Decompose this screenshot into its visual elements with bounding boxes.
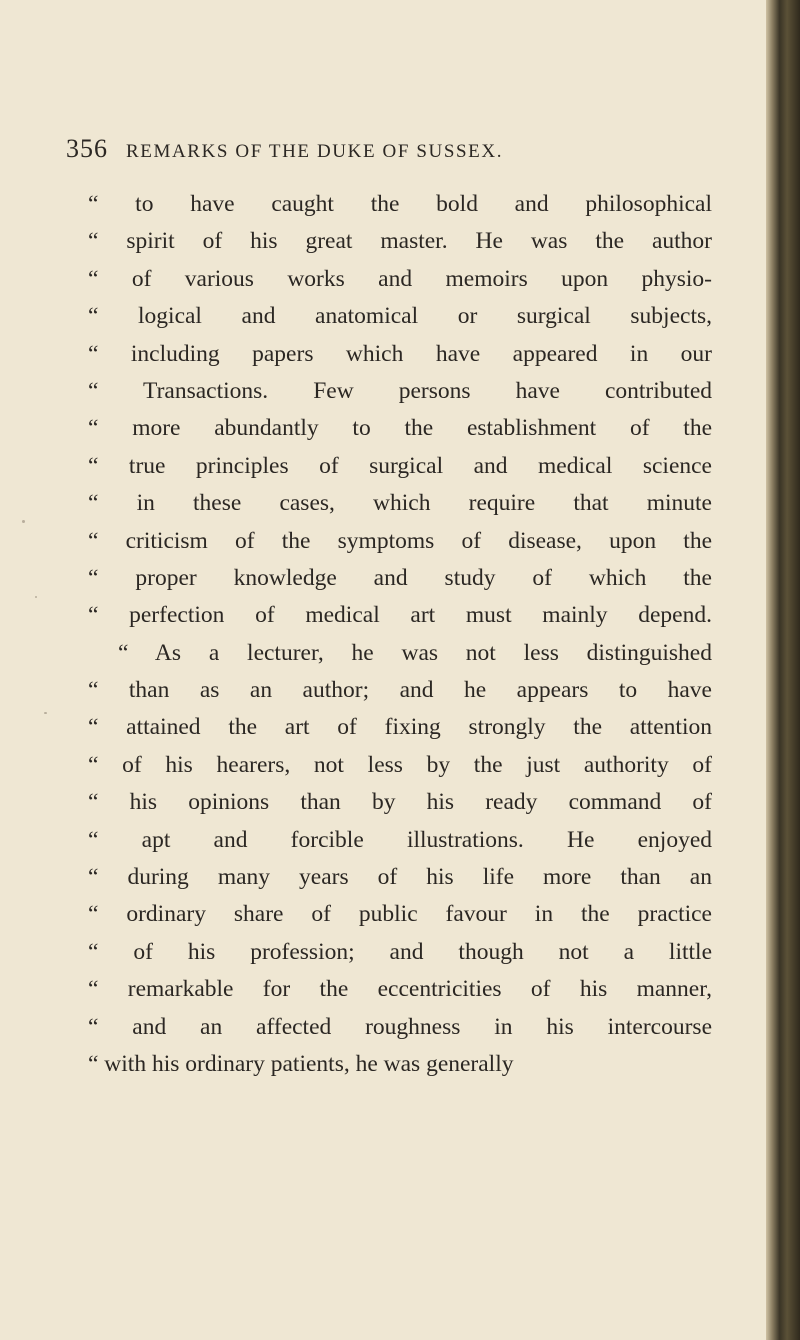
text-line: “ during many years of his life more than an bbox=[88, 864, 712, 891]
body-text bbox=[88, 186, 712, 1083]
text-line: “ remarkable for the eccentricities of his manner, bbox=[88, 976, 712, 1003]
text-line: “ logical and anatomical or surgical subjects, bbox=[88, 303, 712, 330]
page-binding-edge bbox=[766, 0, 800, 1340]
text-line: “ of his profession; and though not a little bbox=[88, 938, 712, 965]
running-title: REMARKS OF THE DUKE OF SUSSEX. bbox=[126, 141, 504, 162]
text-line: “ including papers which have appeared in our bbox=[88, 340, 712, 367]
text-line: “ than as an author; and he appears to have bbox=[88, 677, 712, 704]
text-line: “ apt and forcible illustrations. He enjoyed bbox=[88, 826, 712, 853]
text-line: “ attained the art of fixing strongly the attention bbox=[88, 714, 712, 741]
text-line: “ As a lecturer, he was not less distinguished bbox=[118, 639, 712, 666]
text-line: “ perfection of medical art must mainly depend. bbox=[88, 602, 712, 629]
text-line: “ proper knowledge and study of which the bbox=[88, 564, 712, 591]
text-line: “ more abundantly to the establishment of the bbox=[88, 415, 712, 442]
paper-speck bbox=[35, 596, 37, 598]
text-line: “ of various works and memoirs upon physio- bbox=[88, 265, 712, 292]
text-line: “ of his hearers, not less by the just authority of bbox=[88, 751, 712, 778]
text-line: “ and an affected roughness in his intercourse bbox=[88, 1013, 712, 1040]
text-line: “ with his ordinary patients, he was generally bbox=[88, 1050, 514, 1077]
text-line: “ true principles of surgical and medical science bbox=[88, 452, 712, 479]
text-line: “ Transactions. Few persons have contributed bbox=[88, 377, 712, 404]
paper-speck bbox=[22, 520, 25, 523]
text-line: “ ordinary share of public favour in the practice bbox=[88, 901, 712, 928]
text-line: “ to have caught the bold and philosophical bbox=[88, 191, 712, 217]
text-line: “ spirit of his great master. He was the author bbox=[88, 228, 712, 255]
page-number: 356 bbox=[66, 134, 108, 163]
text-line: “ his opinions than by his ready command of bbox=[88, 789, 712, 816]
text-line: “ in these cases, which require that minute bbox=[88, 490, 712, 517]
page-header bbox=[66, 134, 503, 170]
text-line: “ criticism of the symptoms of disease, upon the bbox=[88, 527, 712, 554]
paper-speck bbox=[44, 712, 47, 714]
